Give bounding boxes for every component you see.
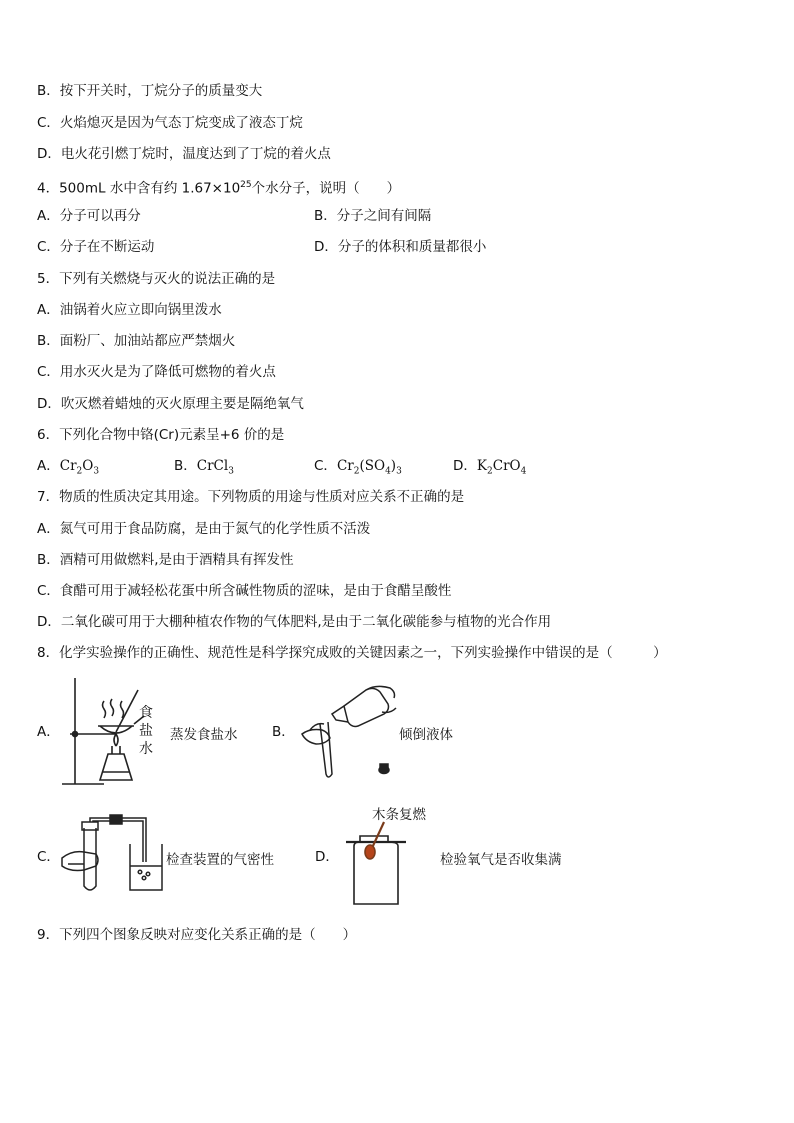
q6-a-f0: Cr — [59, 458, 77, 474]
q4-option-c: C．分子在不断运动 — [37, 239, 155, 255]
q5-option-c: C．用水灭火是为了降低可燃物的着火点 — [37, 364, 276, 380]
q6-a-f3: 3 — [93, 466, 100, 477]
q6-c-f5: 3 — [396, 466, 402, 477]
q4-stem-exponent: 25 — [240, 180, 252, 190]
q6-c-f1: 2 — [353, 466, 360, 477]
q6-a-f1: 2 — [76, 466, 83, 477]
q5-option-d: D．吹灭燃着蜡烛的灭火原理主要是隔绝氧气 — [37, 396, 304, 412]
q8-option-a-label: A． — [37, 724, 60, 740]
salt-water-label — [139, 704, 153, 758]
q8-option-d-caption: 检验氧气是否收集满 — [440, 852, 562, 868]
q4-option-d: D．分子的体积和质量都很小 — [314, 239, 487, 255]
q6-option-a — [37, 457, 99, 481]
q6-d-f3: 4 — [520, 466, 527, 477]
q8-stem: 8．化学实验操作的正确性、规范性是科学探究成败的关键因素之一，下列实验操作中错误的是（ ） — [37, 645, 667, 661]
q4-stem-prefix: 4．500mL 水中含有约 1.67×10 — [37, 180, 241, 197]
q8-option-c-caption: 检查装置的气密性 — [166, 852, 274, 868]
q8-option-c-label: C． — [37, 849, 60, 865]
q6-option-c — [314, 457, 402, 481]
q3-option-c: C．火焰熄灭是因为气态丁烷变成了液态丁烷 — [37, 115, 303, 131]
pouring-liquid-figure — [296, 684, 401, 780]
q7-option-c: C．食醋可用于减轻松花蛋中所含碱性物质的涩味，是由于食醋呈酸性 — [37, 583, 452, 599]
q6-stem: 6．下列化合物中铬(Cr)元素呈+6 价的是 — [37, 427, 285, 443]
salt-water-label-char-2: 盐 — [139, 723, 153, 739]
q6-option-a-label: A． — [37, 458, 60, 474]
q9-stem: 9．下列四个图象反映对应变化关系正确的是（ ） — [37, 927, 357, 943]
q8-option-b-caption: 倾倒液体 — [399, 727, 453, 743]
q7-option-d: D．二氧化碳可用于大棚种植农作物的气体肥料,是由于二氧化碳能参与植物的光合作用 — [37, 614, 552, 630]
q6-d-f2: CrO — [492, 458, 521, 474]
salt-water-label-char-3: 水 — [139, 741, 153, 757]
q6-option-b-label: B． — [174, 458, 197, 474]
q5-stem: 5．下列有关燃烧与灭火的说法正确的是 — [37, 271, 276, 287]
q6-b-f0: CrCl — [196, 458, 229, 474]
q7-stem: 7．物质的性质决定其用途。下列物质的用途与性质对应关系不正确的是 — [37, 489, 465, 505]
q6-c-f3: 4 — [385, 466, 391, 477]
salt-water-label-char-1: 食 — [139, 705, 153, 721]
q6-option-b — [174, 457, 234, 481]
q8-option-d-label: D． — [315, 849, 339, 865]
q7-option-a: A．氮气可用于食品防腐，是由于氮气的化学性质不活泼 — [37, 521, 371, 537]
q8-option-b-label: B． — [272, 724, 295, 740]
splint-relights-label: 木条复燃 — [372, 807, 426, 823]
q7-option-b: B．酒精可用做燃料,是由于酒精具有挥发性 — [37, 552, 294, 568]
q6-b-f1: 3 — [228, 466, 234, 477]
q6-option-d-label: D． — [453, 458, 477, 474]
q6-a-f2: O — [82, 458, 94, 474]
q6-d-f0: K — [476, 458, 487, 474]
q3-option-b: B．按下开关时，丁烷分子的质量变大 — [37, 83, 263, 99]
q6-c-f0: Cr — [336, 458, 354, 474]
q4-stem-suffix: 个水分子，说明（ ） — [251, 180, 401, 197]
q8-option-a-caption: 蒸发食盐水 — [170, 727, 238, 743]
q6-d-f1: 2 — [487, 466, 493, 477]
oxygen-full-test-figure — [340, 820, 410, 908]
airtightness-check-figure — [60, 814, 166, 894]
q5-option-b: B．面粉厂、加油站都应严禁烟火 — [37, 333, 236, 349]
q4-option-a: A．分子可以再分 — [37, 208, 141, 224]
q4-stem — [37, 176, 400, 198]
q6-c-f2: (SO — [359, 458, 386, 474]
q4-option-b: B．分子之间有间隔 — [314, 208, 432, 224]
q6-option-c-label: C． — [314, 458, 337, 474]
q6-c-f4: ) — [390, 458, 397, 474]
q3-option-d: D．电火花引燃丁烷时，温度达到了丁烷的着火点 — [37, 146, 331, 162]
q5-option-a: A．油锅着火应立即向锅里泼水 — [37, 302, 222, 318]
q6-option-d — [453, 457, 526, 481]
